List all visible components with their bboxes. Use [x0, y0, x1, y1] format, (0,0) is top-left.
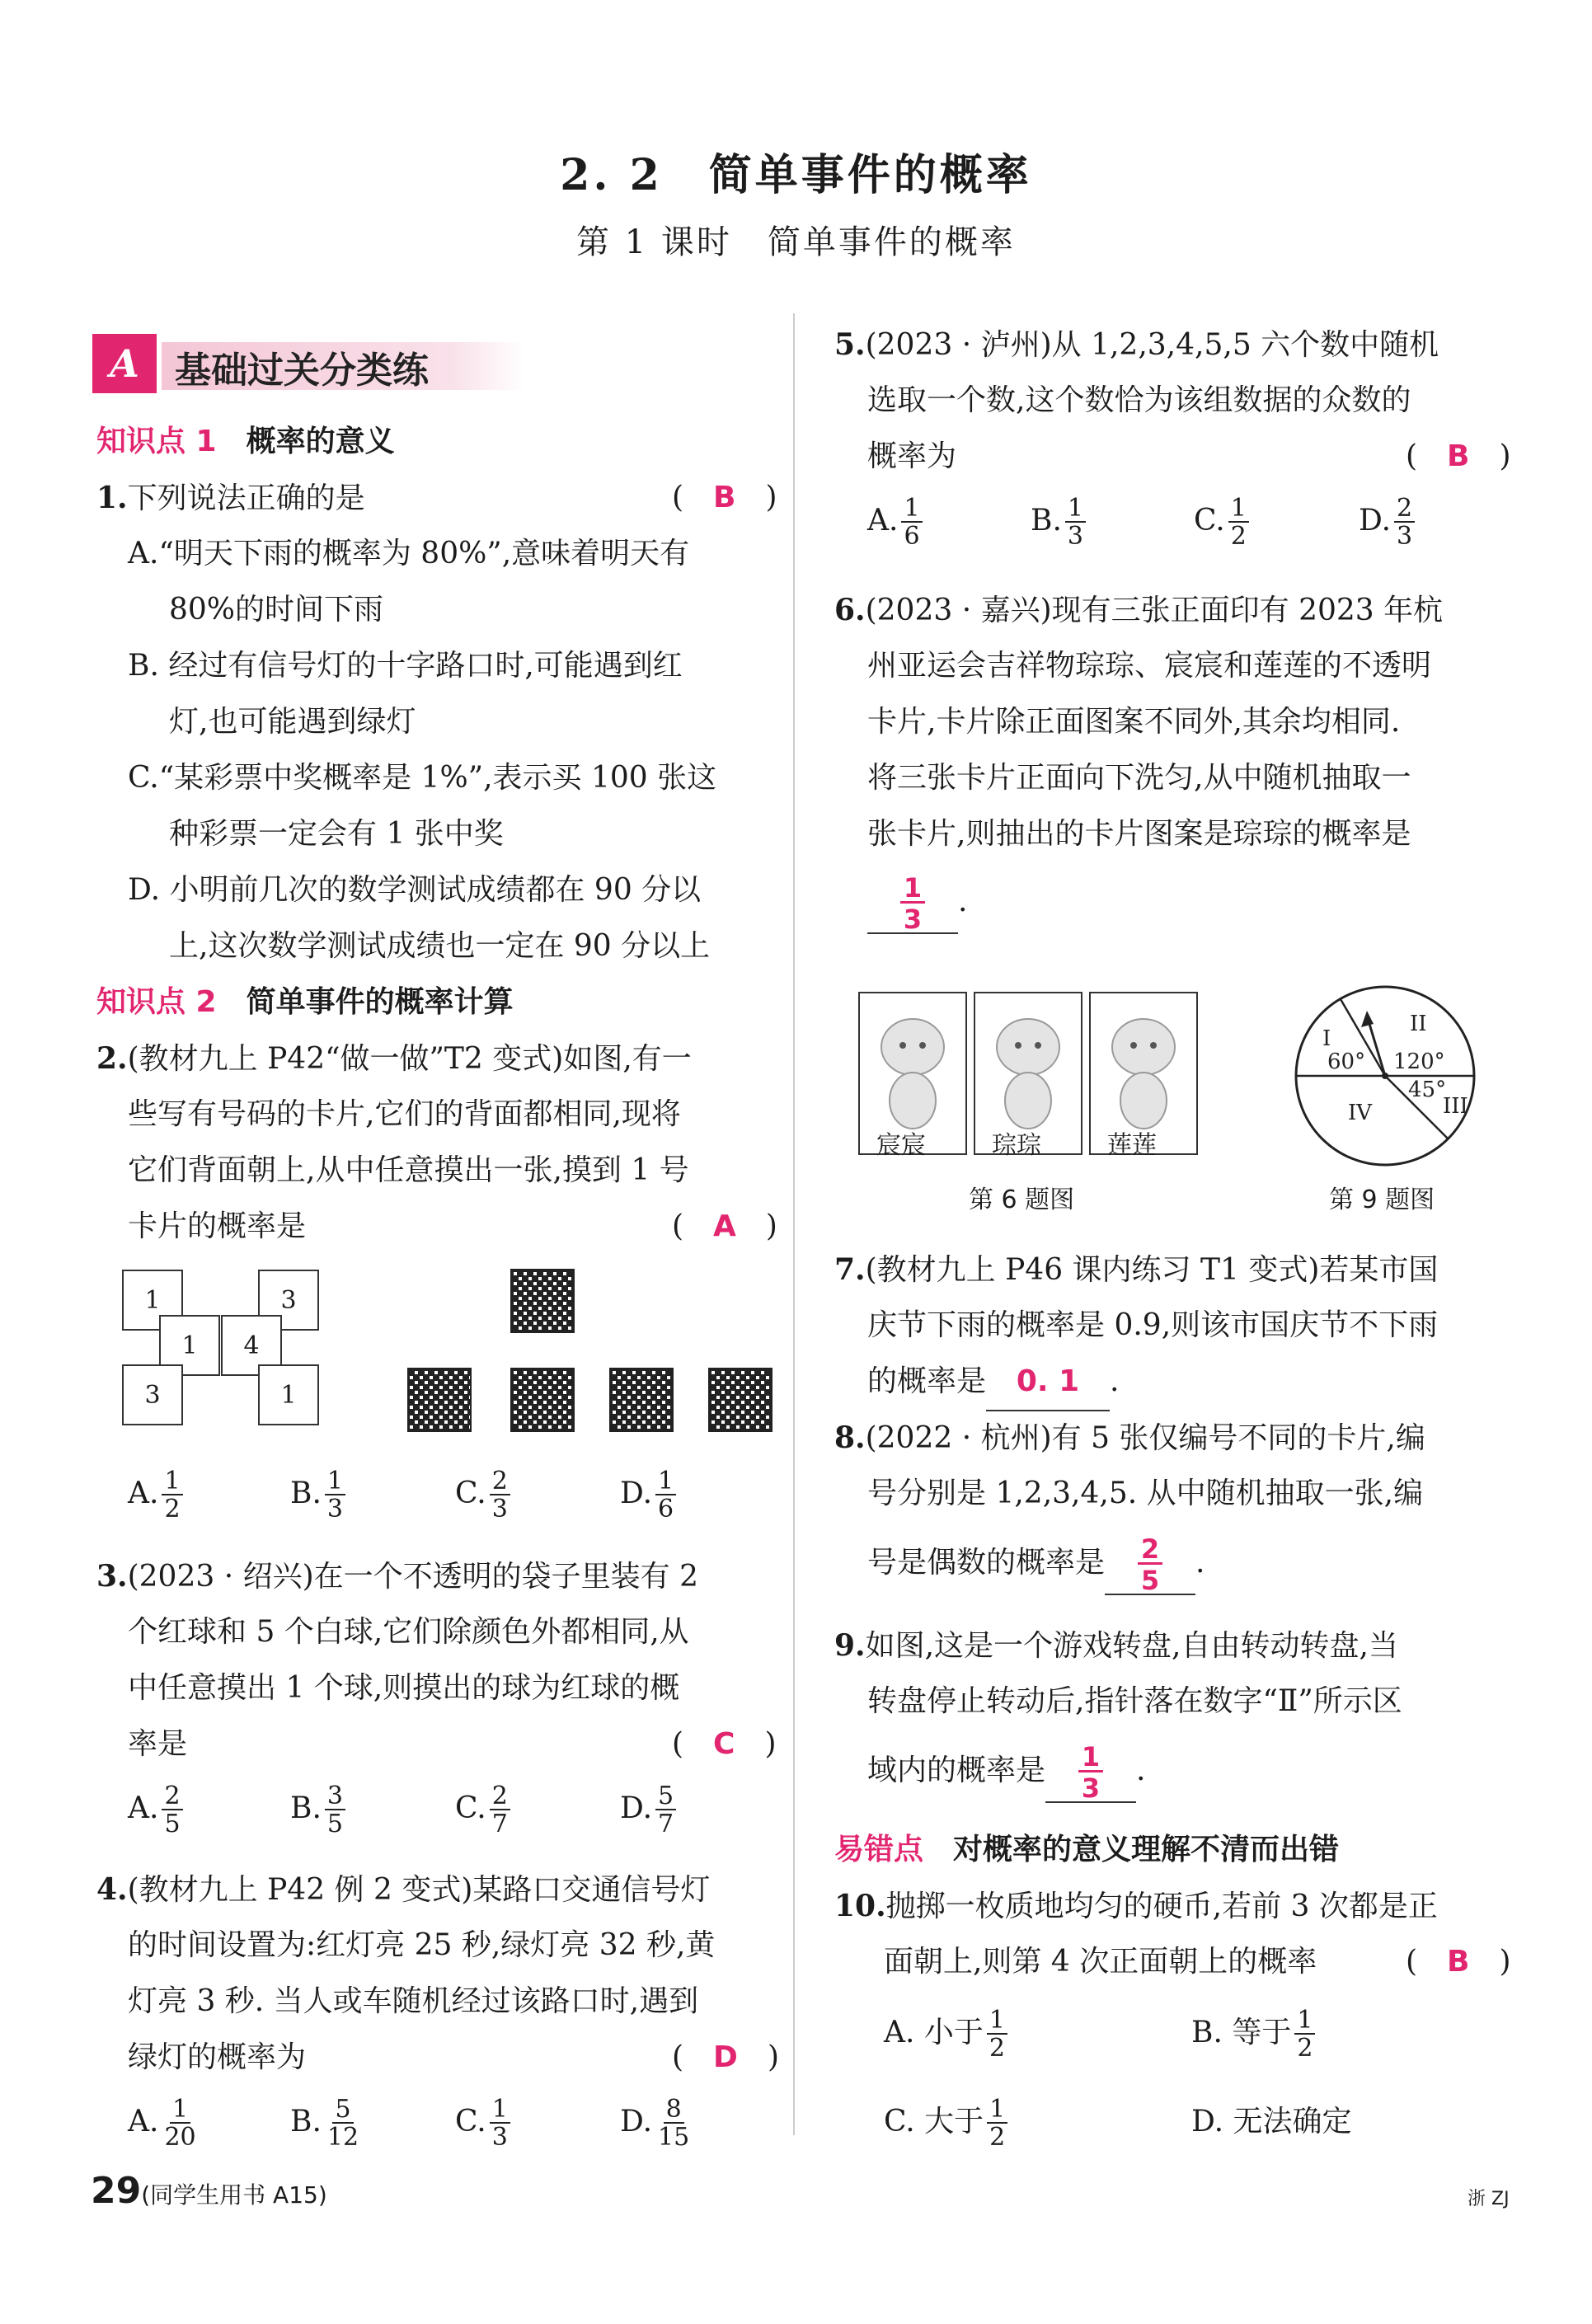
q4-option-c: C. $\frac{1}{3}$: [455, 2094, 510, 2150]
q2-option-d: D. $\frac{1}{6}$: [620, 1466, 676, 1522]
card-back: [709, 1369, 772, 1431]
q3-line1: 3.(2023 · 绍兴)在一个不透明的袋子里装有 2: [96, 1559, 698, 1594]
q5-line1: 5.(2023 · 泸州)从 1,2,3,4,5,5 六个数中随机: [834, 327, 1439, 362]
err-heading: 易错点 对概率的意义理解不清而出错: [834, 1833, 1340, 1866]
q5-line2: 选取一个数,这个数恰为该组数据的众数的: [867, 383, 1411, 417]
q5-answer: ( B ): [1406, 439, 1511, 473]
q6-line3: 卡片,卡片除正面图案不同外,其余均相同.: [867, 705, 1401, 739]
q5-line3: 概率为: [867, 439, 957, 473]
section-banner: [92, 334, 529, 398]
q3-answer: ( C ): [672, 1727, 777, 1761]
q1-option-c: C.“某彩票中奖概率是 1%”,表示买 100 张这: [128, 761, 717, 795]
q1-stem: 1.下列说法正确的是: [96, 481, 365, 515]
q1-option-d-cont: 上,这次数学测试成绩也一定在 90 分以上: [169, 929, 711, 963]
q1-option-c-cont: 种彩票一定会有 1 张中奖: [169, 817, 504, 851]
angle-label: 120°: [1393, 1049, 1445, 1074]
q1-option-d: D. 小明前几次的数学测试成绩都在 90 分以: [128, 873, 702, 907]
q4-line1: 4.(教材九上 P42 例 2 变式)某路口交通信号灯: [96, 1872, 711, 1907]
q5-option-a: A. $\frac{1}{6}$: [867, 493, 923, 549]
q10-line1: 10.抛掷一枚质地均匀的硬币,若前 3 次都是正: [834, 1889, 1438, 1923]
q10-option-d: D. 无法确定: [1191, 2105, 1352, 2139]
q1-option-a-cont: 80%的时间下雨: [169, 593, 384, 627]
q10-option-b: B. 等于 $\frac{1}{2}$: [1191, 2005, 1315, 2061]
angle-label: 60°: [1327, 1049, 1366, 1074]
q2-line1: 2.(教材九上 P42“做一做”T2 变式)如图,有一: [96, 1041, 692, 1076]
q10-line2: 面朝上,则第 4 次正面朝上的概率: [884, 1945, 1317, 1979]
card: 4: [221, 1315, 282, 1376]
q10-option-a: A. 小于 $\frac{1}{2}$: [884, 2005, 1007, 2061]
q7-line1: 7.(教材九上 P46 课内练习 T1 变式)若某市国: [834, 1252, 1439, 1287]
kp2-heading: 知识点 2 简单事件的概率计算: [96, 985, 514, 1019]
card-back: [511, 1270, 574, 1332]
sector-label: II: [1410, 1012, 1427, 1036]
q6-line4: 将三张卡片正面向下洗匀,从中随机抽取一: [867, 761, 1411, 795]
section-title: 2. 2 简单事件的概率: [560, 150, 1032, 200]
q4-line3: 灯亮 3 秒. 当人或车随机经过该路口时,遇到: [128, 1984, 699, 2018]
q4-option-d: D. $\frac{8}{15}$: [620, 2095, 690, 2152]
column-divider: [793, 313, 795, 2135]
q4-line2: 的时间设置为:红灯亮 25 秒,绿灯亮 32 秒,黄: [128, 1928, 716, 1962]
q3-line2: 个红球和 5 个白球,它们除颜色外都相同,从: [128, 1615, 689, 1649]
q5-option-c: C. $\frac{1}{2}$: [1194, 493, 1249, 549]
angle-label: 45°: [1408, 1077, 1447, 1102]
q3-option-c: C. $\frac{2}{7}$: [455, 1781, 510, 1837]
card: 3: [122, 1364, 183, 1425]
q6-line1: 6.(2023 · 嘉兴)现有三张正面印有 2023 年杭: [834, 593, 1444, 627]
q6-answer: $\frac{1}{3}$ .: [867, 874, 967, 934]
q3-option-d: D. $\frac{5}{7}$: [620, 1781, 676, 1837]
q4-answer: ( D ): [672, 2040, 779, 2074]
q2-cards-back-figure: [404, 1261, 783, 1451]
sector-label: IV: [1348, 1101, 1373, 1125]
q4-line4: 绿灯的概率为: [128, 2040, 307, 2074]
q9-line2: 转盘停止转动后,指针落在数字“Ⅱ”所示区: [867, 1684, 1402, 1718]
q7-line3: 的概率是 0. 1 .: [867, 1354, 1119, 1411]
lesson-title: 第 1 课时 简单事件的概率: [576, 223, 1016, 261]
q2-line2: 些写有号码的卡片,它们的背面都相同,现将: [128, 1097, 681, 1131]
q8-line3: 号是偶数的概率是 $\frac{2}{5}$ .: [867, 1533, 1205, 1596]
q9-line3: 域内的概率是 $\frac{1}{3}$ .: [867, 1741, 1146, 1804]
mascot-name: 宸宸: [876, 1131, 926, 1160]
q2-line4: 卡片的概率是: [128, 1209, 307, 1243]
card-back: [610, 1369, 673, 1431]
spinner-wheel: [1286, 981, 1492, 1171]
mascot-name: 莲莲: [1107, 1131, 1157, 1160]
q6-line5: 张卡片,则抽出的卡片图案是琮琮的概率是: [867, 817, 1411, 851]
q3-option-b: B. $\frac{3}{5}$: [290, 1781, 345, 1837]
q1-option-a: A.“明天下雨的概率为 80%”,意味着明天有: [128, 537, 690, 570]
q4-option-b: B. $\frac{5}{12}$: [290, 2095, 359, 2152]
q9-line1: 9.如图,这是一个游戏转盘,自由转动转盘,当: [834, 1628, 1398, 1663]
q3-line3: 中任意摸出 1 个球,则摸出的球为红球的概: [128, 1671, 680, 1705]
q5-option-b: B. $\frac{1}{3}$: [1031, 493, 1086, 549]
kp1-heading: 知识点 1 概率的意义: [96, 425, 395, 458]
q6-line2: 州亚运会吉祥物琮琮、宸宸和莲莲的不透明: [867, 649, 1432, 683]
card: 3: [258, 1270, 319, 1331]
q5-option-d: D. $\frac{2}{3}$: [1359, 493, 1415, 549]
q2-option-c: C. $\frac{2}{3}$: [455, 1466, 510, 1522]
figure-caption: 第 6 题图: [969, 1185, 1075, 1214]
page-footer: [91, 2170, 327, 2212]
q1-option-b: B. 经过有信号灯的十字路口时,可能遇到红: [128, 649, 683, 683]
sector-label: I: [1322, 1026, 1331, 1051]
q1-option-b-cont: 灯,也可能遇到绿灯: [169, 705, 416, 739]
edition-mark: 浙 ZJ: [1468, 2189, 1510, 2209]
q4-option-a: A. $\frac{1}{20}$: [128, 2095, 196, 2152]
q1-answer: ( B ): [672, 481, 777, 514]
card-back: [511, 1369, 574, 1431]
q3-line4: 率是: [128, 1727, 188, 1761]
figure-caption: 第 9 题图: [1329, 1185, 1435, 1214]
sector-label: III: [1443, 1094, 1468, 1119]
q7-line2: 庆节下雨的概率是 0.9,则该市国庆节不下雨: [867, 1308, 1439, 1342]
q2-answer: ( A ): [672, 1209, 777, 1243]
card: 1: [258, 1364, 319, 1425]
q10-option-c: C. 大于 $\frac{1}{2}$: [884, 2094, 1007, 2150]
banner-letter-box: A: [92, 334, 157, 393]
q8-line2: 号分别是 1,2,3,4,5. 从中随机抽取一张,编: [867, 1477, 1424, 1510]
q3-option-a: A. $\frac{2}{5}$: [128, 1781, 183, 1837]
footer-note: (同学生用书 A15): [141, 2181, 327, 2209]
q2-option-b: B. $\frac{1}{3}$: [290, 1466, 345, 1522]
q10-answer: ( B ): [1406, 1945, 1511, 1979]
page-number: 29: [91, 2170, 142, 2212]
q2-option-a: A. $\frac{1}{2}$: [128, 1466, 183, 1522]
q2-line3: 它们背面朝上,从中任意摸出一张,摸到 1 号: [128, 1153, 689, 1187]
mascot-name: 琮琮: [992, 1131, 1041, 1160]
card: 1: [159, 1315, 220, 1376]
q8-line1: 8.(2022 · 杭州)有 5 张仅编号不同的卡片,编: [834, 1420, 1425, 1455]
card-back: [408, 1369, 471, 1431]
card: 1: [122, 1270, 183, 1331]
banner-text: 基础过关分类练: [175, 350, 429, 392]
